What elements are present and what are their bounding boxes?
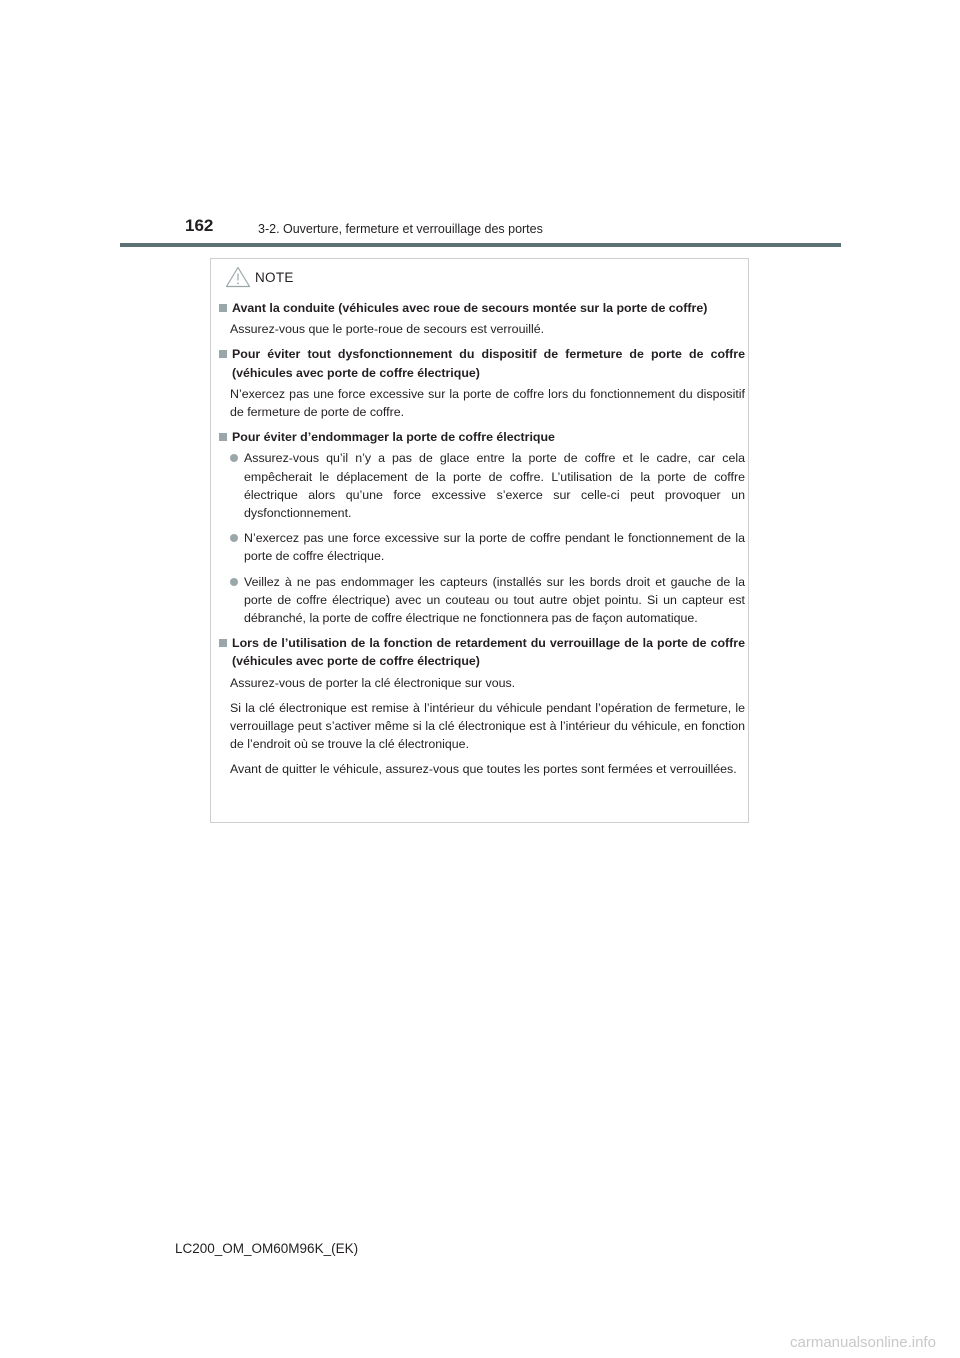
note-item-title: Lors de l’utilisation de la fonction de retardement du verrouillage de la porte de coffre (véhicules avec porte de coffre électrique) xyxy=(232,636,745,669)
note-item-heading xyxy=(217,299,745,317)
note-paragraph: N’exercez pas une force excessive sur la porte de coffre lors du fonctionnement du dispositif de fermeture de porte de coffre. xyxy=(230,386,745,420)
note-item xyxy=(217,299,745,338)
square-bullet-icon xyxy=(219,350,227,358)
note-label: NOTE xyxy=(255,269,294,285)
note-item-heading xyxy=(217,428,745,446)
note-item-heading xyxy=(217,634,745,670)
note-bullet xyxy=(230,573,745,628)
square-bullet-icon xyxy=(219,304,227,312)
note-body xyxy=(217,299,745,782)
note-paragraph: Si la clé électronique est remise à l’intérieur du véhicule pendant l’opération de fermeture, le verrouillage peut s’activer même si la clé électronique est à l’intérieur du véhicule, en fonction de l’endroit où se trouve la clé électronique. xyxy=(230,700,745,752)
note-item xyxy=(217,634,745,778)
note-paragraph: Assurez-vous que le porte-roue de secours est verrouillé. xyxy=(230,322,545,337)
note-paragraph: Avant de quitter le véhicule, assurez-vous que toutes les portes sont fermées et verrouillées. xyxy=(230,762,737,777)
round-bullet-icon xyxy=(230,578,238,586)
note-header xyxy=(225,264,294,290)
note-bullet-text: Veillez à ne pas endommager les capteurs (installés sur les bords droit et gauche de la porte de coffre électrique) avec un couteau ou tout autre objet pointu. Si un capteur est débranché, la porte de coffre électrique ne fonctionnera pas de façon automatique. xyxy=(244,574,745,626)
note-paragraph: Assurez-vous de porter la clé électronique sur vous. xyxy=(230,675,516,690)
round-bullet-icon xyxy=(230,534,238,542)
note-bullet xyxy=(230,449,745,522)
note-bullet-text: Assurez-vous qu’il n’y a pas de glace entre la porte de coffre et le cadre, car cela empêcherait le déplacement de la porte de coffre. L’utilisation de la porte de coffre électrique alors qu’une force excessive s’exerce sur celle-ci peut provoquer un dysfonctionnement. xyxy=(244,451,745,521)
page-number: 162 xyxy=(185,216,214,235)
round-bullet-icon xyxy=(230,454,238,462)
note-item-title: Pour éviter tout dysfonctionnement du dispositif de fermeture de porte de coffre (véhicules avec porte de coffre électrique) xyxy=(232,347,745,380)
note-bullet-text: N’exercez pas une force excessive sur la porte de coffre pendant le fonctionnement de la porte de coffre électrique. xyxy=(244,531,745,564)
square-bullet-icon xyxy=(219,639,227,647)
footer-code: LC200_OM_OM60M96K_(EK) xyxy=(175,1241,359,1256)
watermark: carmanualsonline.info xyxy=(790,1334,936,1351)
warning-triangle-icon xyxy=(225,266,251,288)
note-item-heading xyxy=(217,345,745,381)
note-item-title: Avant la conduite (véhicules avec roue de secours montée sur la porte de coffre) xyxy=(232,301,708,315)
note-box xyxy=(210,258,749,823)
note-item xyxy=(217,428,745,627)
note-item xyxy=(217,345,745,421)
square-bullet-icon xyxy=(219,433,227,441)
section-title: 3-2. Ouverture, fermeture et verrouillage des portes xyxy=(258,222,543,236)
note-item-title: Pour éviter d’endommager la porte de coffre électrique xyxy=(232,430,555,445)
header-rule xyxy=(120,243,841,247)
note-bullet xyxy=(230,529,745,565)
